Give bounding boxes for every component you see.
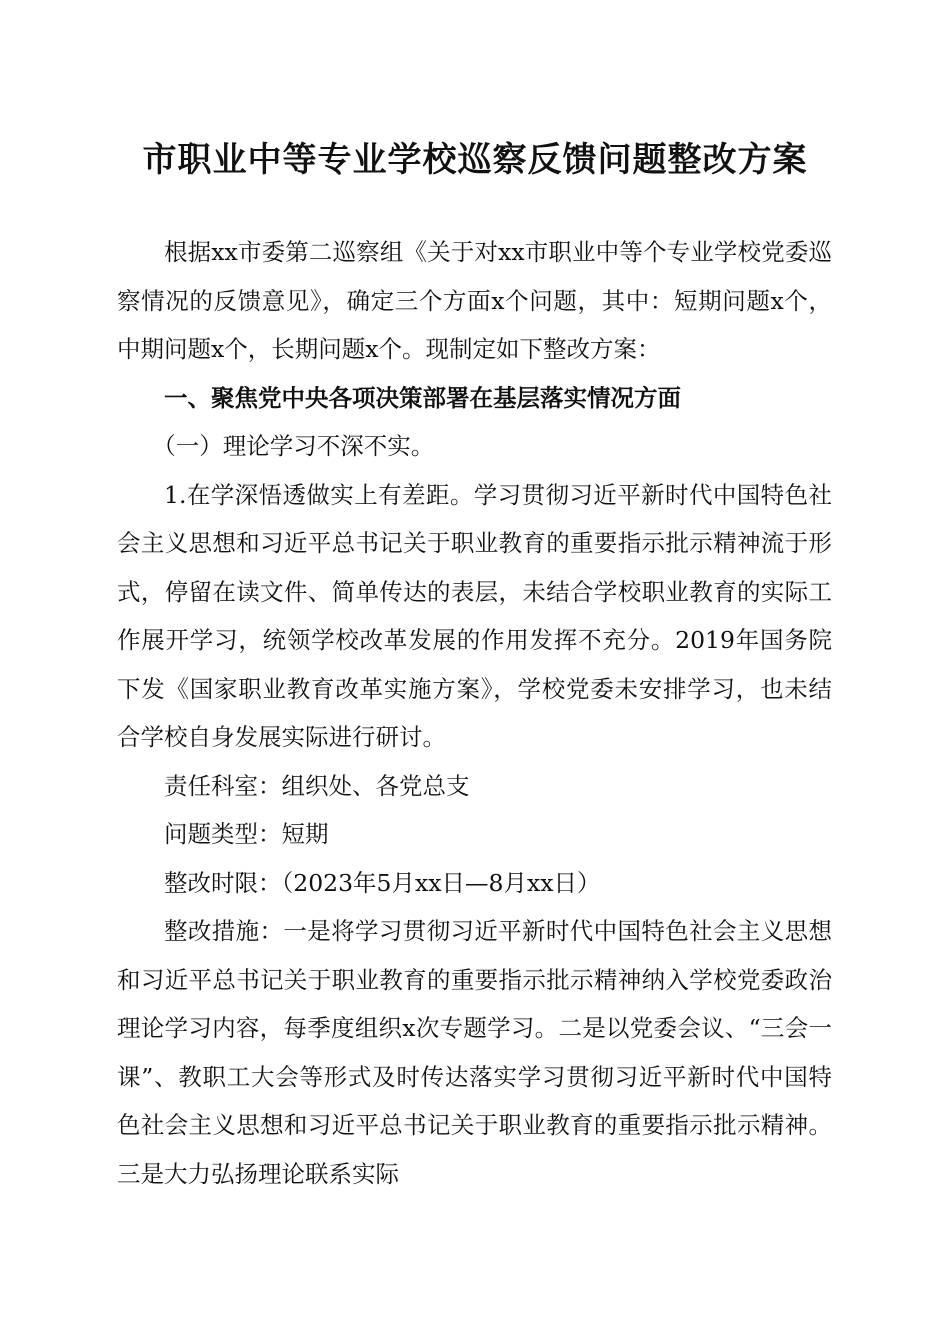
document-body [117,228,832,1198]
intro-paragraph: 根据xx市委第二巡察组《关于对xx市职业中等个专业学校党委巡察情况的反馈意见》，确定三个方面x个问题，其中：短期问题x个，中期问题x个，长期问题x个。现制定如下整改方案： [117,238,832,363]
item-1-paragraph: 1.在学深悟透做实上有差距。学习贯彻习近平新时代中国特色社会主义思想和习近平总书记关于职业教育的重要指示批示精神流于形式，停留在读文件、简单传达的表层，未结合学校职业教育的实际工作展开学习，统领学校改革发展的作用发挥不充分。2019年国务院下发《国家职业教育改革实施方案》，学校党委未安排学习，也未结合学校自身发展实际进行研讨。 [117,480,832,751]
measures-paragraph: 整改措施：一是将学习贯彻习近平新时代中国特色社会主义思想和习近平总书记关于职业教育的重要指示批示精神纳入学校党委政治理论学习内容，每季度组织x次专题学习。二是以党委会议、“三会一课”、教职工大会等形式及时传达落实学习贯彻习近平新时代中国特色社会主义思想和习近平总书记关于职业教育的重要指示批示精神。三是大力弘扬理论联系实际 [117,917,832,1188]
responsible-dept: 责任科室：组织处、各党总支 [164,771,470,800]
document-title: 市职业中等专业学校巡察反馈问题整改方案 [142,140,808,180]
subsection-heading: （一）理论学习不深不实。 [152,432,435,460]
section-heading: 一、聚焦党中央各项决策部署在基层落实情况方面 [164,383,681,412]
deadline: 整改时限：（2023年5月xx日—8月xx日） [164,868,601,897]
issue-type: 问题类型：短期 [164,820,329,848]
